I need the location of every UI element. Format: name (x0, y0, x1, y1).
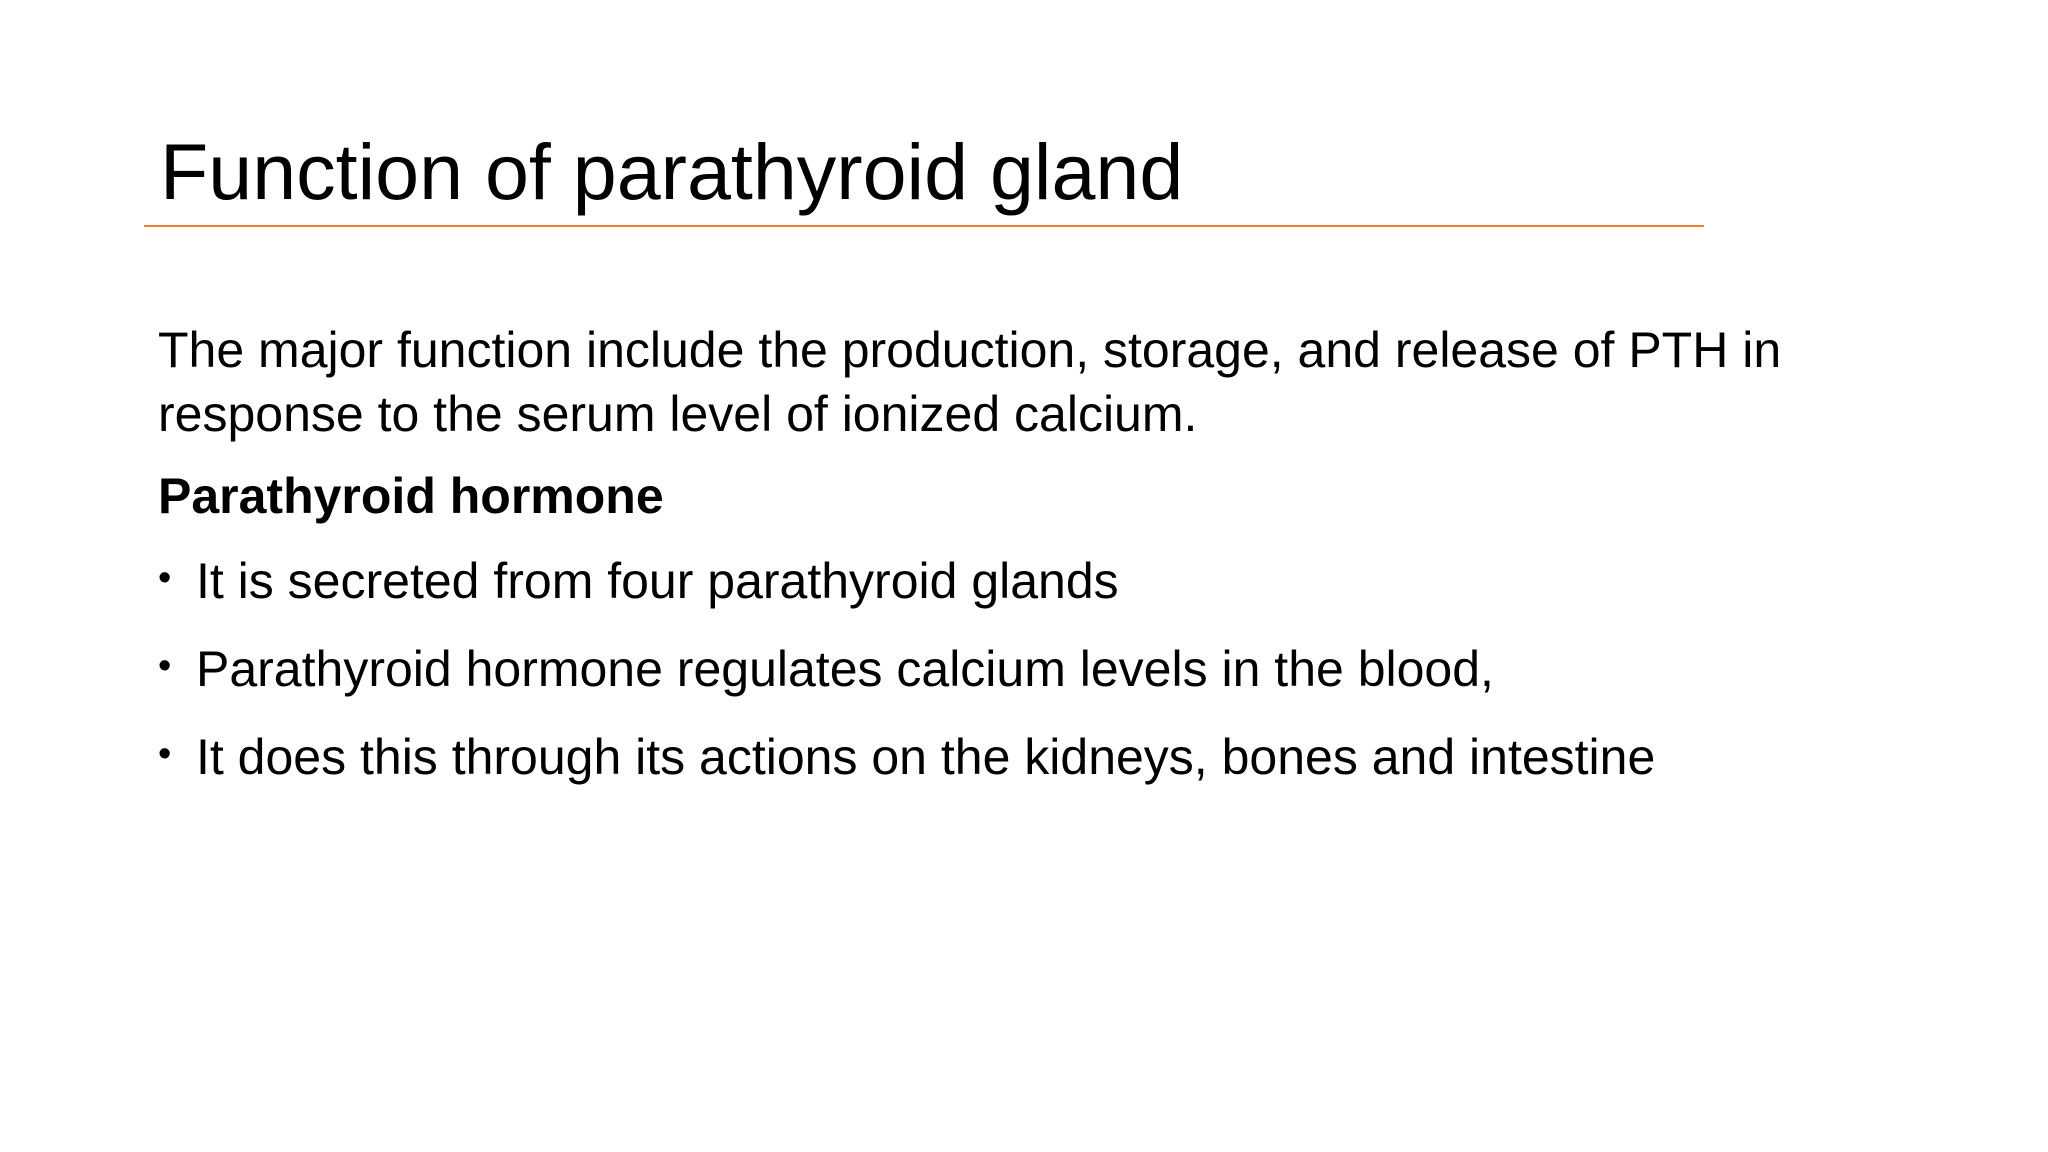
bullet-icon: • (158, 557, 172, 599)
bullet-text: It does this through its actions on the kidneys, bones and intestine (196, 729, 1656, 785)
bullet-icon: • (158, 645, 172, 687)
bullet-icon: • (158, 733, 172, 775)
intro-paragraph: The major function include the production, storage, and release of PTH in response to the serum level of ionized calcium. (158, 322, 1782, 442)
slide-title: Function of parathyroid gland (160, 127, 1184, 216)
bullet-item (158, 725, 1918, 789)
bullet-text: Parathyroid hormone regulates calcium levels in the blood, (196, 641, 1494, 697)
bullet-item (158, 637, 1918, 701)
bullet-text: It is secreted from four parathyroid glands (196, 553, 1119, 609)
slide-body (158, 318, 1918, 813)
section-subheading: Parathyroid hormone (158, 468, 664, 524)
title-underline (144, 225, 1704, 227)
bullet-item (158, 549, 1918, 613)
bullet-list (158, 549, 1918, 789)
